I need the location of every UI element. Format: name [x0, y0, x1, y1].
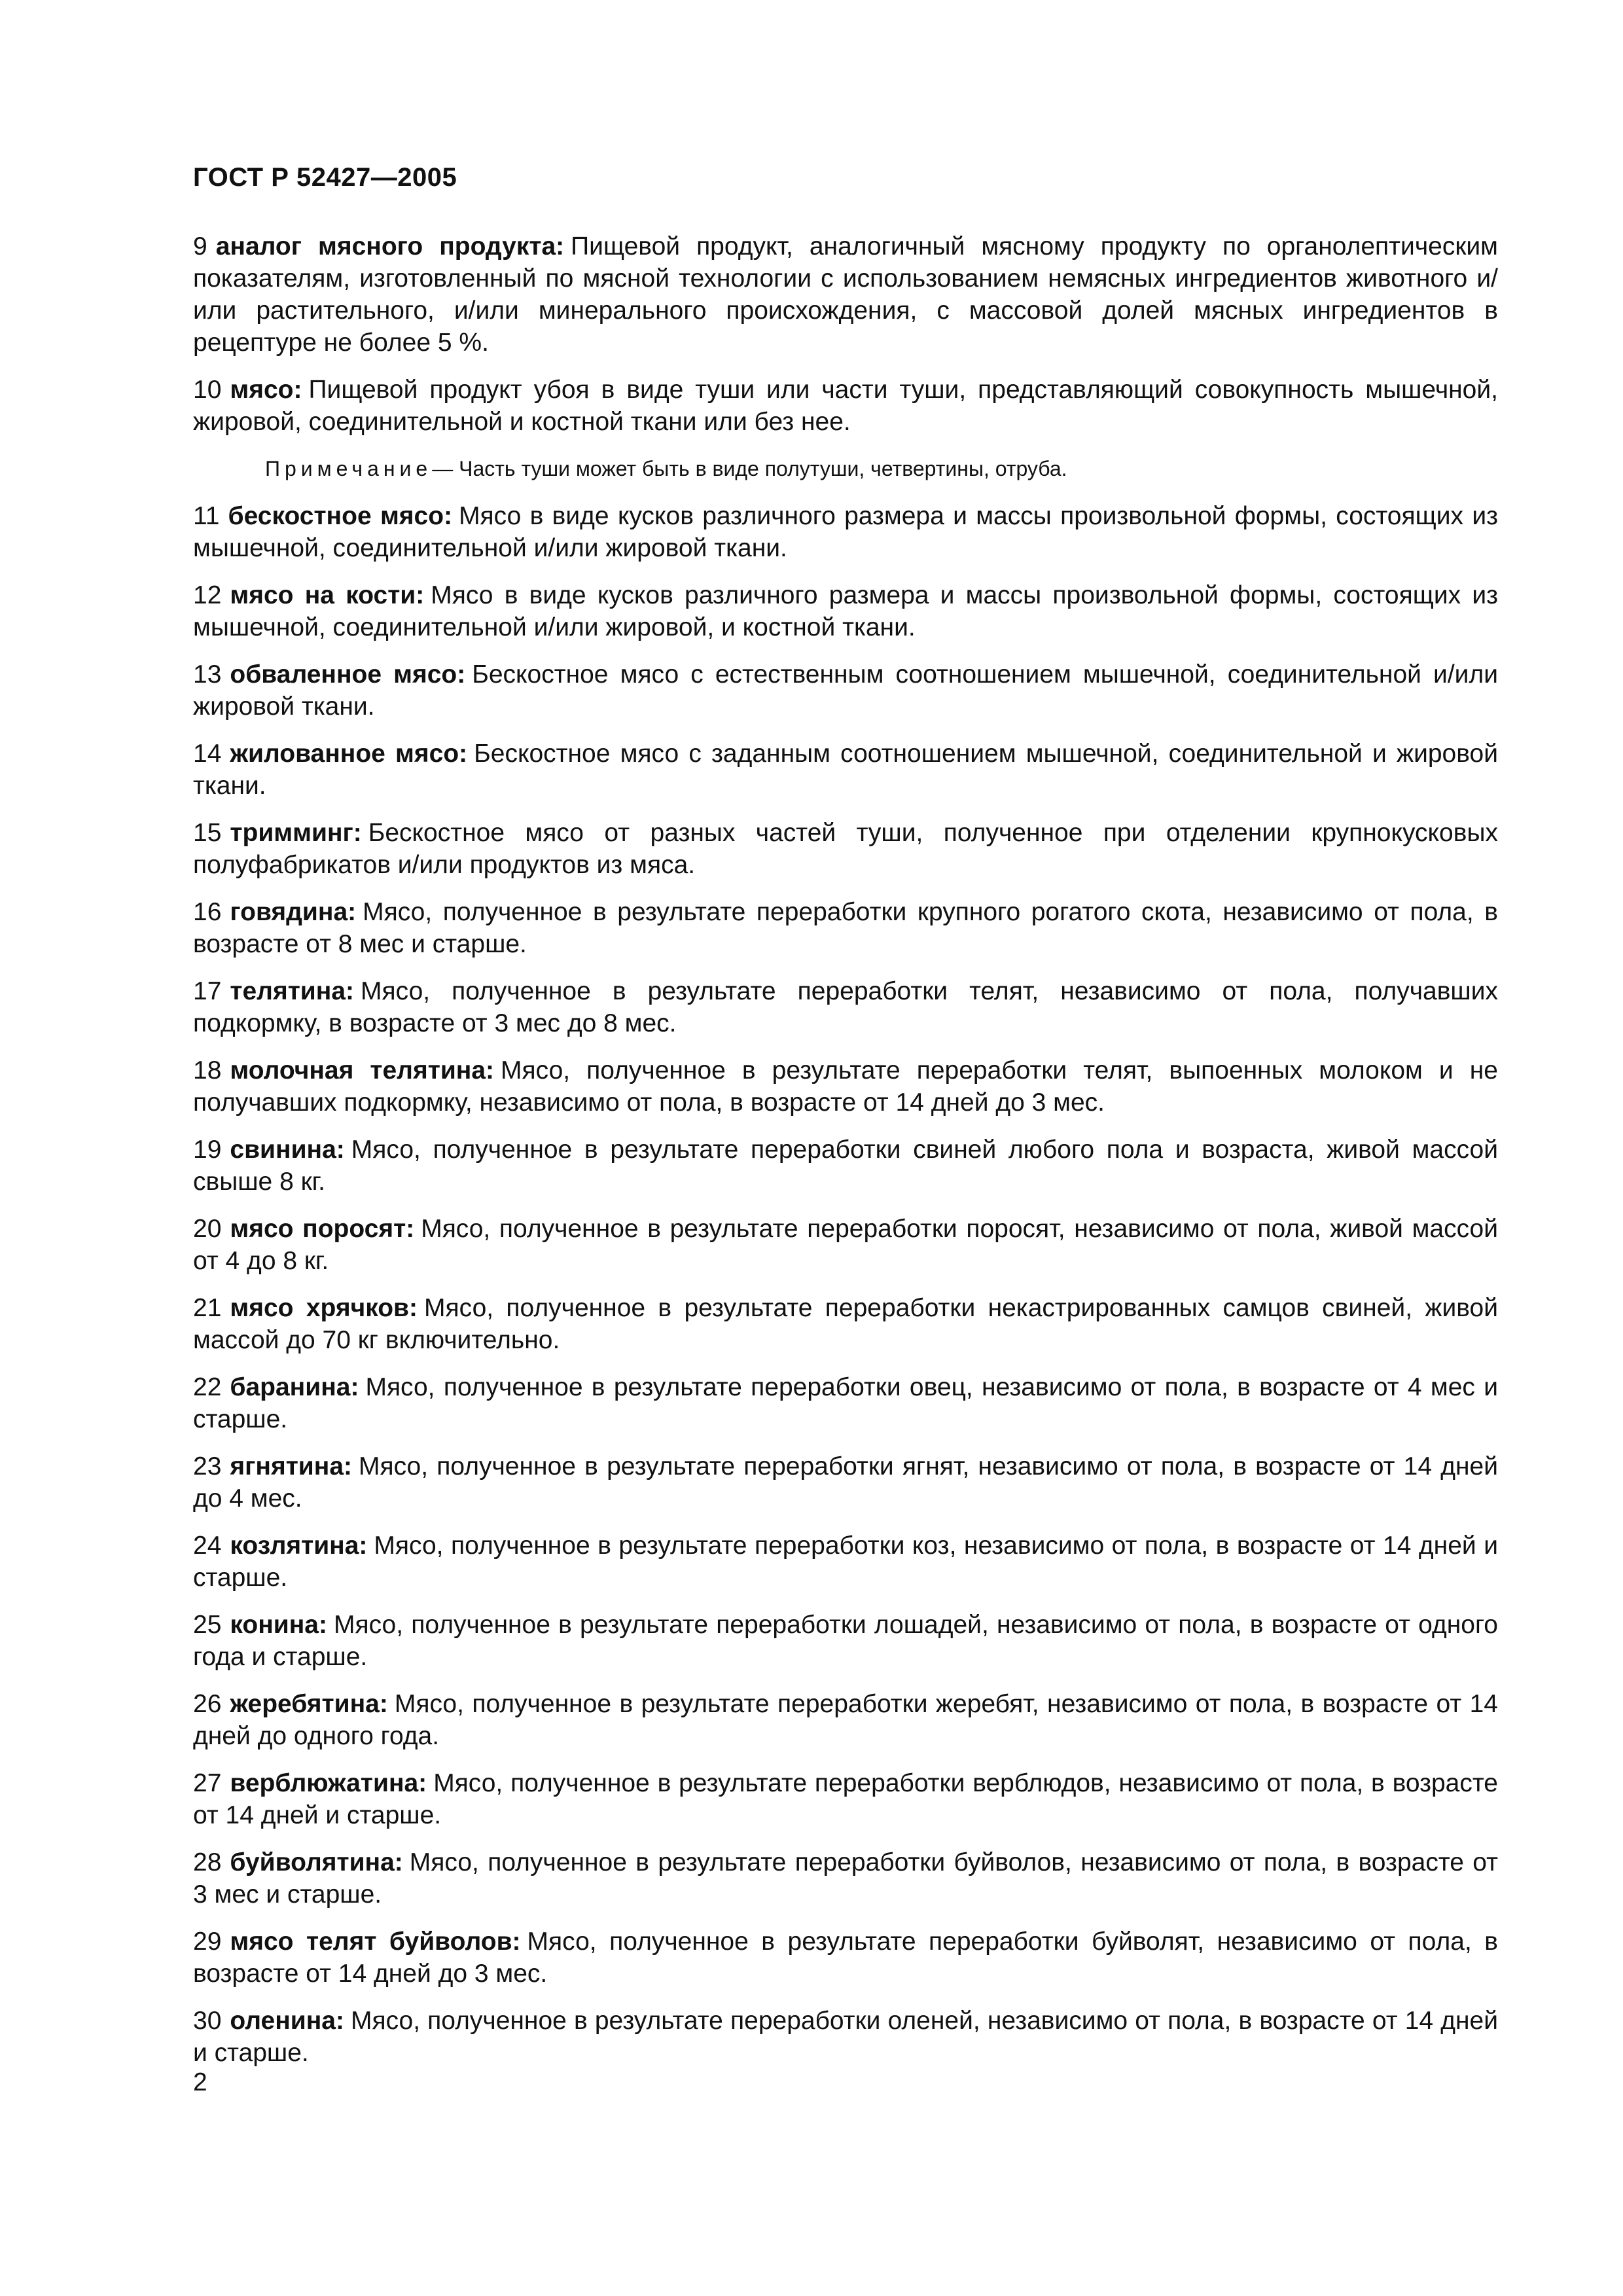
- term-number: 14: [193, 740, 222, 768]
- term-name: обваленное мясо:: [230, 660, 466, 689]
- term-entry: [193, 1846, 1498, 1910]
- term-entry: [193, 975, 1498, 1039]
- term-number: 24: [193, 1532, 222, 1560]
- term-number: 23: [193, 1452, 222, 1480]
- term-name: мясо на кости:: [230, 581, 425, 609]
- term-entry: [193, 1134, 1498, 1198]
- term-entry: [193, 1926, 1498, 1990]
- page-number: 2: [193, 2068, 207, 2096]
- term-definition: Мясо, полученное в результате переработки буйволят, независимо от пола, в возрасте от 14 дней до 3 мес.: [193, 1928, 1499, 1988]
- term-name: свинина:: [230, 1136, 345, 1164]
- term-number: 11: [193, 502, 220, 530]
- term-name: верблюжатина:: [230, 1769, 427, 1797]
- term-entry: [193, 817, 1498, 881]
- term-name: ягнятина:: [230, 1452, 353, 1480]
- term-definition: Пищевой продукт, аналогичный мясному продукту по органолептическим показателям, изготовленный по мясной технологии с использованием немясных ингредиентов животного и/или растительного, и/или минерального происхождения, с массовой долей мясных ингредиентов в рецептуре не более 5 %.: [193, 232, 1498, 357]
- term-name: мясо хрячков:: [230, 1294, 418, 1322]
- term-name: бескостное мясо:: [228, 502, 453, 530]
- term-definition: Мясо, полученное в результате переработки ягнят, независимо от пола, в возрасте от 14 дней до 4 мес.: [193, 1452, 1498, 1513]
- term-definition: Мясо, полученное в результате переработки жеребят, независимо от пола, в возрасте от 14 дней до одного года.: [193, 1690, 1498, 1750]
- term-number: 21: [193, 1294, 222, 1322]
- term-number: 20: [193, 1215, 222, 1243]
- term-entry: [193, 1292, 1498, 1356]
- document-header: ГОСТ Р 52427—2005: [193, 163, 457, 192]
- term-entry: [193, 1530, 1498, 1594]
- term-number: 27: [193, 1769, 222, 1797]
- term-entry: [193, 230, 1498, 359]
- term-name: аналог мясного продукта:: [215, 232, 565, 260]
- term-name: буйволятина:: [230, 1848, 403, 1876]
- term-name: мясо телят буйволов:: [230, 1928, 521, 1956]
- note-label: Примечание: [265, 457, 433, 480]
- term-number: 15: [193, 819, 222, 847]
- term-number: 22: [193, 1373, 222, 1401]
- term-name: оленина:: [230, 2007, 344, 2035]
- term-definition: Мясо в виде кусков различного размера и массы произвольной формы, состоящих из мышечной, соединительной и/или жировой, и костной ткани.: [193, 581, 1498, 641]
- term-name: мясо поросят:: [230, 1215, 415, 1243]
- term-definition: Мясо, полученное в результате переработки телят, независимо от пола, получавших подкормку, в возрасте от 3 мес до 8 мес.: [193, 977, 1498, 1037]
- term-number: 28: [193, 1848, 222, 1876]
- term-definition: Мясо, полученное в результате переработки крупного рогатого скота, независимо от пола, в возрасте от 8 мес и старше.: [193, 898, 1498, 958]
- term-number: 26: [193, 1690, 222, 1718]
- term-number: 9: [193, 232, 207, 260]
- term-name: жилованное мясо:: [230, 740, 468, 768]
- term-entry: [193, 579, 1498, 643]
- term-number: 16: [193, 898, 222, 926]
- term-name: конина:: [230, 1611, 327, 1639]
- term-entry: [193, 1371, 1498, 1435]
- term-entry: [193, 1054, 1498, 1119]
- term-number: 10: [193, 376, 222, 404]
- term-definition: Мясо, полученное в результате переработки лошадей, независимо от пола, в возрасте от одного года и старше.: [193, 1611, 1498, 1671]
- term-entry: [193, 1450, 1498, 1515]
- term-definition: Мясо, полученное в результате переработки верблюдов, независимо от пола, в возрасте от 14 дней и старше.: [193, 1769, 1498, 1829]
- term-definition: Мясо, полученное в результате переработки буйволов, независимо от пола, в возрасте от 3 мес и старше.: [193, 1848, 1498, 1909]
- term-name: баранина:: [230, 1373, 359, 1401]
- term-entry: [193, 1767, 1498, 1831]
- term-entry: [193, 896, 1498, 960]
- term-entry: [193, 658, 1498, 723]
- term-definition: Мясо, полученное в результате переработки поросят, независимо от пола, живой массой от 4 до 8 кг.: [193, 1215, 1498, 1275]
- term-name: мясо:: [230, 376, 302, 404]
- term-entry: [193, 1213, 1498, 1277]
- term-definition: Мясо в виде кусков различного размера и массы произвольной формы, состоящих из мышечной, соединительной и/или жировой ткани.: [193, 502, 1498, 562]
- term-definition: Мясо, полученное в результате переработки оленей, независимо от пола, в возрасте от 14 дней и старше.: [193, 2007, 1498, 2067]
- term-definition: Бескостное мясо с естественным соотношением мышечной, соединительной и/или жировой ткани.: [193, 660, 1498, 721]
- term-definition: Мясо, полученное в результате переработки некастрированных самцов свиней, живой массой до 70 кг включительно.: [193, 1294, 1498, 1354]
- terms-list: [193, 230, 1498, 2084]
- term-name: телятина:: [230, 977, 355, 1005]
- term-number: 13: [193, 660, 222, 689]
- term-definition: Бескостное мясо с заданным соотношением мышечной, соединительной и жировой ткани.: [193, 740, 1498, 800]
- term-number: 12: [193, 581, 222, 609]
- term-number: 25: [193, 1611, 222, 1639]
- term-definition: Бескостное мясо от разных частей туши, полученное при отделении крупнокусковых полуфабрикатов и/или продуктов из мяса.: [193, 819, 1498, 879]
- term-entry: [193, 374, 1498, 438]
- term-number: 29: [193, 1928, 222, 1956]
- note: [193, 453, 1498, 485]
- term-definition: Мясо, полученное в результате переработки свиней любого пола и возраста, живой массой свыше 8 кг.: [193, 1136, 1498, 1196]
- term-entry: [193, 738, 1498, 802]
- term-definition: Пищевой продукт убоя в виде туши или части туши, представляющий совокупность мышечной, жировой, соединительной и костной ткани или без нее.: [193, 376, 1498, 436]
- term-name: тримминг:: [230, 819, 362, 847]
- note-text: — Часть туши может быть в виде полутуши, четвертины, отруба.: [432, 457, 1067, 480]
- term-number: 30: [193, 2007, 222, 2035]
- term-name: жеребятина:: [230, 1690, 388, 1718]
- term-name: козлятина:: [230, 1532, 368, 1560]
- term-definition: Мясо, полученное в результате переработки телят, выпоенных молоком и не получавших подкормку, независимо от пола, в возрасте от 14 дней до 3 мес.: [193, 1056, 1498, 1117]
- term-definition: Мясо, полученное в результате переработки коз, независимо от пола, в возрасте от 14 дней и старше.: [193, 1532, 1498, 1592]
- term-definition: Мясо, полученное в результате переработки овец, независимо от пола, в возрасте от 4 мес и старше.: [193, 1373, 1498, 1433]
- term-entry: [193, 1609, 1498, 1673]
- term-entry: [193, 1688, 1498, 1752]
- term-name: молочная телятина:: [230, 1056, 495, 1085]
- term-number: 18: [193, 1056, 222, 1085]
- term-number: 17: [193, 977, 222, 1005]
- term-name: говядина:: [230, 898, 357, 926]
- term-entry: [193, 500, 1498, 564]
- term-entry: [193, 2005, 1498, 2069]
- term-number: 19: [193, 1136, 222, 1164]
